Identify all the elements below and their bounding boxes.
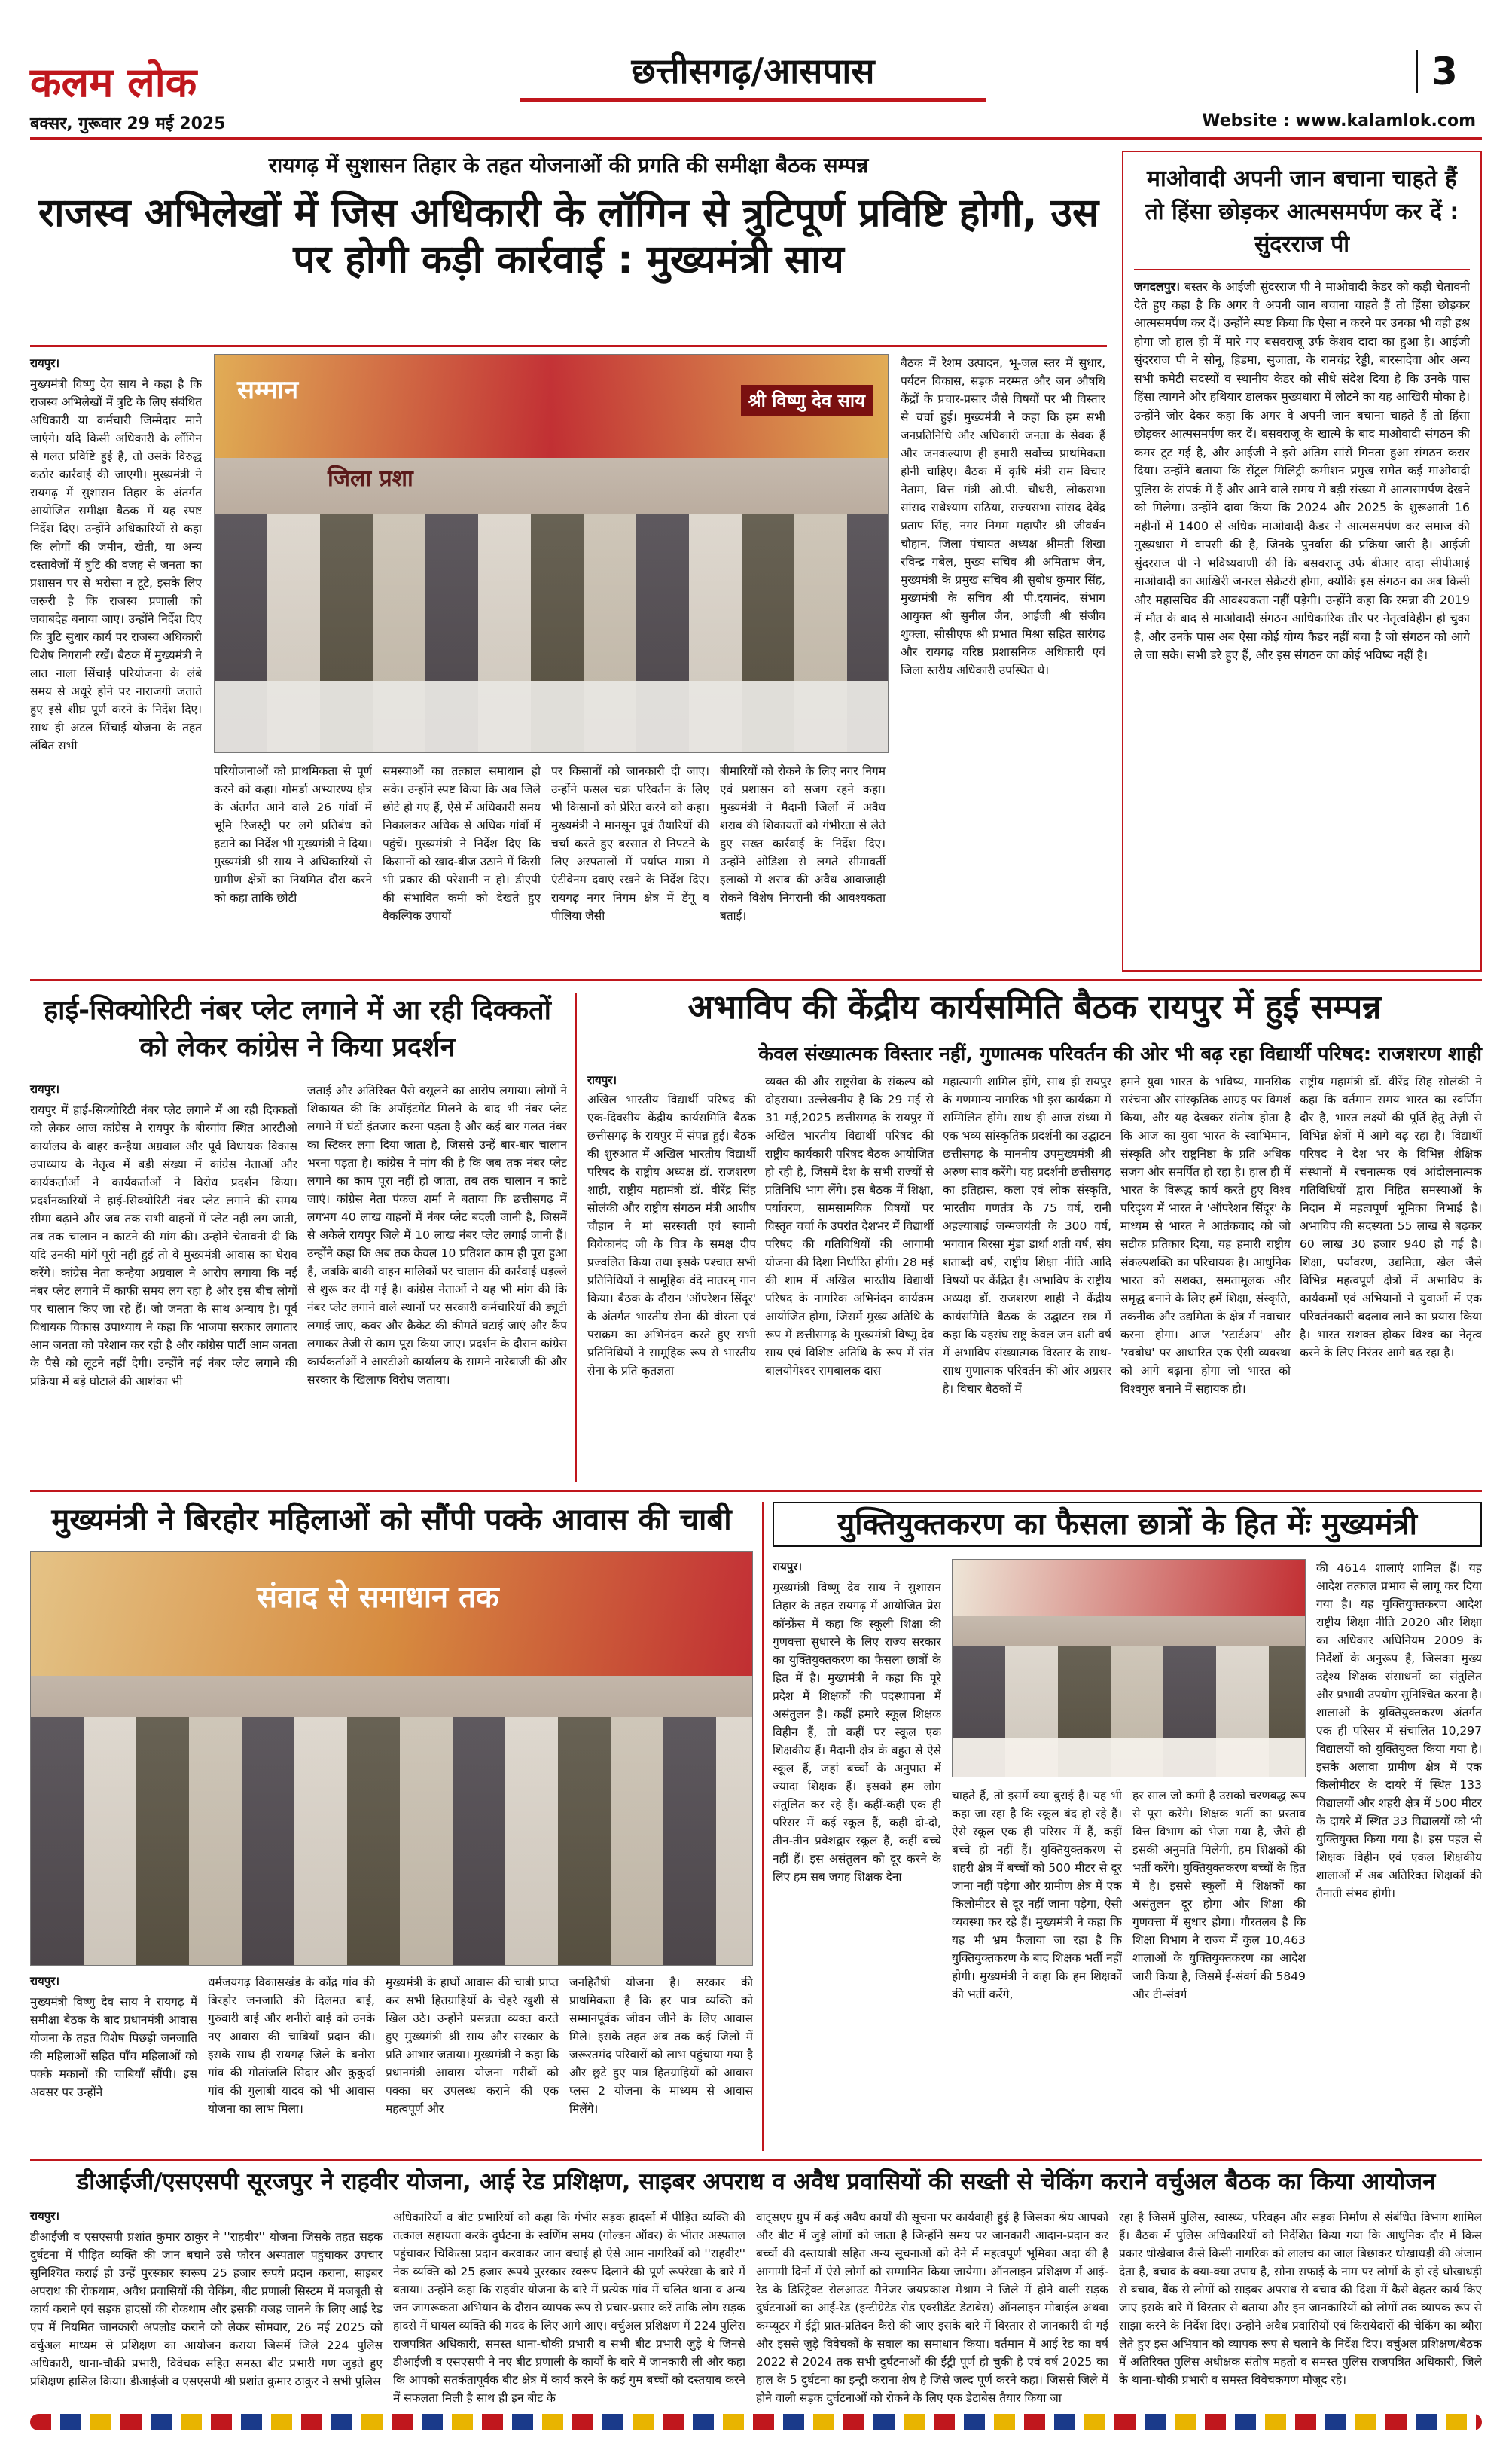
story4-photo — [30, 1551, 753, 1966]
story5-headline: युक्तियुक्तकरण का फैसला छात्रों के हित मेंः मुख्यमंत्री — [773, 1502, 1482, 1547]
story2-headline: हाई-सिक्योरिटी नंबर प्लेट लगाने में आ रही दिक्कतों को लेकर कांग्रेस ने किया प्रदर्शन — [44, 995, 551, 1063]
story1-headline: राजस्व अभिलेखों में जिस अधिकारी के लॉगिन से त्रुटिपूर्ण प्रविष्टि होगी, उस पर होगी कड़ी कार्रवाई : मुख्यमंत्री साय — [38, 191, 1099, 283]
sidebar-rule — [1134, 269, 1470, 270]
column-rule-2 — [575, 993, 577, 1482]
story5-dateline: रायपुर। — [773, 1560, 803, 1573]
story2-col2: जताई और अतिरिक्त पैसे वसूलने का आरोप लगाया। लोगों ने शिकायत की कि अपॉइंटमेंट मिलने के बाद भी नंबर प्लेट लगाने में घंटों इंतजार करना पड़ता है और कई बार गलत नंबर का स्टिकर लगा दिया जाता है, जिससे उन्हें बार-बार चालान भरना पड़ता है। कांग्रेस ने मांग की है कि जब तक नंबर प्लेट लगाने का काम पूरा नहीं हो जाता, तब तक चालान न काटे जाएं। कांग्रेस नेता पंकज शर्मा ने बताया कि छत्तीसगढ़ में लगभग 40 लाख वाहनों में नंबर प्लेट बदली जानी है, जिसमें से अकेले रायपुर जिले में 10 लाख नंबर प्लेट लगाई जानी हैं। उन्होंने कहा कि अब तक केवल 10 प्रतिशत काम ही पूरा हुआ है, जबकि बाकी वाहन मालिकों पर चालान की कार्रवाई धड़ल्ले से शुरू कर दी गई है। कांग्रेस नेताओं ने यह भी मांग की कि नंबर प्लेट लगाने वाले स्थानों पर सरकारी कर्मचारियों की ड्यूटी लगाई जाए, कवर और क्रैकेट की कीमतें घटाई जाएं और कैंप लगाकर तेजी से काम पूरा किया जाए। प्रदर्शन के दौरान कांग्रेस कार्यकर्ताओं ने आरटीओ कार्यालय के सामने नारेबाजी की और सरकार के खिलाफ विरोध जताया। — [307, 1084, 567, 1387]
sidebar-headline: माओवादी अपनी जान बचाना चाहते हैं तो हिंसा छोड़कर आत्मसमर्पण कर दें : सुंदरराज पी — [1145, 166, 1459, 258]
story6-col2: अधिकारियों व बीट प्रभारियों को कहा कि गंभीर सड़क हादसों में पीड़ित व्यक्ति की तत्काल सहायता करके दुर्घटना के स्वर्णिम समय (गोल्डन ऑवर) के भीतर अस्पताल पहुंचाकर चिकित्सा प्रदान करवाकर जान बचाई हो ऐसे आम नागरिकों को ''राहवीर'' नेक व्यक्ति को 25 हजार रूपये पुरस्कार स्वरूप दिलाने की पूर्ण रूपरेखा के बारे में बताया। उन्होंने कहा कि राहवीर योजना के बारे में प्रत्येक गांव में चलित थाना व अन्य जन जागरूकता अभियान के दौरान व्यापक रूप से प्रचार-प्रसार करें ताकि लोग सड़क हादसे में घायल व्यक्ति की मदद के लिए आगे आए। वर्चुअल प्रशिक्षण में 224 पुलिस राजपत्रित अधिकारी, समस्त थाना-चौकी प्रभारी व सभी बीट प्रभारी जुड़े थे जिनसे डीआईजी व एसएसपी ने नए बीट प्रणाली के कार्यों के बारे में जानकारी ली और कहा कि आपको सतर्कतापूर्वक बीट क्षेत्र में कार्य करने के कई गुम बच्चों को दस्तयाब करने में सफलता मिली है साथ ही इन बीट के — [393, 2211, 745, 2406]
section-underline — [520, 98, 986, 102]
story5-col3: हर साल जो कमी है उसको चरणबद्ध रूप से पूरा करेंगे। शिक्षक भर्ती का प्रस्ताव वित्त विभाग को भेजा गया है, जैसे ही इसकी अनुमति मिलेगी, हम शिक्षकों की भर्ती करेंगे। युक्तियुक्तकरण बच्चों के हित में है। इससे स्कूलों में शिक्षकों का असंतुलन दूर होगा और शिक्षा की गुणवत्ता में सुधार होगा। गौरतलब है कि शिक्षा विभाग ने राज्य में कुल 10,463 शालाओं के युक्तियुक्तकरण का आदेश जारी किया है, जिसमें ई-संवर्ग की 5849 और टी-संवर्ग — [1132, 1789, 1306, 2002]
story1-col5: बैठक में रेशम उत्पादन, भू-जल स्तर में सुधार, पर्यटन विकास, सड़क मरम्मत और जन औषधि केंद्रों के प्रचार-प्रसार जैसे विषयों पर भी विस्तार से चर्चा हुई। मुख्यमंत्री ने कहा कि हम सभी जनप्रतिनिधि और अधिकारी जनता के सेवक हैं और जनकल्याण ही हमारी सर्वोच्च प्राथमिकता होनी चाहिए। बैठक में कृषि मंत्री राम विचार नेताम, वित्त मंत्री ओ.पी. चौधरी, लोकसभा सांसद राधेश्याम राठिया, राज्यसभा सांसद देवेंद्र प्रताप सिंह, नगर निगम महापौर श्री जीवर्धन चौहान, जिला पंचायत अध्यक्ष श्रीमती शिखा रविन्द्र गबेल, मुख्य सचिव श्री अमिताभ जैन, मुख्यमंत्री के प्रमुख सचिव श्री सुबोध कुमार सिंह, मुख्यमंत्री के सचिव श्री पी.दयानंद, संभाग आयुक्त श्री सुनील जैन, आईजी श्री संजीव शुक्ला, सीसीएफ श्री प्रभात मिश्रा सहित सारंगढ़ और रायगढ़ वरिष्ठ प्रशासनिक अधिकारी एवं जिला स्तरीय अधिकारी उपस्थित थे। — [901, 356, 1105, 678]
story1-col6: बीमारियों को रोकने के लिए नगर निगम एवं प्रशासन को सजग रहने कहा। मुख्यमंत्री ने मैदानी जिलों में अवैध शराब की शिकायतों को गंभीरता से लेते हुए सख्त कार्रवाई के निर्देश दिए। उन्होंने ओडिशा से लगते सीमावर्ती इलाकों में शराब की अवैध आवाजाही रोकने विशेष निगरानी की आवश्यकता बताई। — [720, 764, 886, 923]
photo-people — [31, 1717, 752, 1965]
story6-dateline: रायपुर। — [30, 2209, 60, 2223]
section-rule-1 — [30, 979, 1482, 981]
story5-col4: की 4614 शालाएं शामिल हैं। यह आदेश तत्काल प्रभाव से लागू कर दिया गया है। यह युक्तियुक्तकरण आदेश राष्ट्रीय शिक्षा नीति 2020 और शिक्षा का अधिकार अधिनियम 2009 के निर्देशों के अनुरूप है, जिसका मुख्य उद्देश्य शिक्षक संसाधनों का संतुलित और प्रभावी उपयोग सुनिश्चित करना है। शालाओं के युक्तियुक्तकरण अंतर्गत एक ही परिसर में संचालित 10,297 विद्यालयों को युक्तियुक्त किया गया है। इसके अलावा ग्रामीण क्षेत्र में एक किलोमीटर के दायरे में स्थित 133 विद्यालयों और शहरी क्षेत्र में 500 मीटर के दायरे में स्थित 33 विद्यालयों को भी युक्तियुक्त किया गया है। इस पहल से शिक्षक विहीन एवं एकल शिक्षकीय शालाओं में अब अतिरिक्त शिक्षकों की तैनाती संभव होगी। — [1316, 1561, 1482, 1901]
section-rule-3 — [30, 2159, 1482, 2161]
photo-nameplate: श्री विष्णु देव साय — [741, 385, 873, 416]
story1-photo — [214, 354, 889, 753]
story5-col2: चाहते हैं, तो इसमें क्या बुराई है। यह भी कहा जा रहा है कि स्कूल बंद हो रहे हैं। ऐसे स्कूल एक ही परिसर में हैं, कहीं बच्चे हो नहीं हैं। युक्तियुक्तकरण से शहरी क्षेत्र में बच्चों को 500 मीटर से दूर जाना नहीं पड़ेगा और ग्रामीण क्षेत्र में एक किलोमीटर से दूर नहीं जाना पड़ेगा, ऐसी व्यवस्था कर रहे हैं। मुख्यमंत्री ने कहा कि यह भी भ्रम फैलाया जा रहा है कि युक्तियुक्तकरण के बाद शिक्षक भर्ती नहीं होगी। मुख्यमंत्री ने कहा कि हम शिक्षकों की भर्ती करेंगे, — [952, 1789, 1122, 2002]
story3-col2: व्यक्त की और राष्ट्रसेवा के संकल्प को दोहराया। उल्लेखनीय है कि 29 मई से 31 मई,2025 छत्तीसगढ़ के रायपुर में अखिल भारतीय विद्यार्थी परिषद की राष्ट्रीय कार्यकारी परिषद बैठक आयोजित हो रही है, जिसमें देश के सभी राज्यों से प्रतिनिधि भाग लेंगे। इस बैठक में शिक्षा, पर्यावरण, सामसामयिक विषयों पर विस्तृत चर्चा के उपरांत देशभर में विद्यार्थी परिषद की गतिविधियों की आगामी योजना की दिशा निर्धारित होगी। 28 मई की शाम में अखिल भारतीय विद्यार्थी परिषद के नागरिक अभिनंदन कार्यक्रम आयोजित होगा, जिसमें मुख्य अतिथि के रूप में छत्तीसगढ़ के मुख्यमंत्री विष्णु देव साय एवं विशिष्ट अतिथि के रूप में संत बालयोगेश्वर रामबालक दास — [765, 1075, 934, 1378]
photo-sign-text: जिला प्रशा — [328, 465, 413, 492]
story6-headline: डीआईजी/एसएसपी सूरजपुर ने राहवीर योजना, आई रेड प्रशिक्षण, साइबर अपराध व अवैध प्रवासियों की सख्ती से चेकिंग कराने वर्चुअल बैठक का किया आयोजन — [76, 2168, 1436, 2195]
story3-col5: राष्ट्रीय महामंत्री डॉ. वीरेंद्र सिंह सोलंकी ने कहा कि वर्तमान समय भारत का स्वर्णिम दौर है, भारत लक्ष्यों की पूर्ति हेतु तेज़ी से विभिन्न क्षेत्रों में आगे बढ़ रहा है। विद्यार्थी परिषद ने देश भर के विभिन्न शैक्षिक संस्थानों में रचनात्मक एवं आंदोलनात्मक गतिविधियों द्वारा निहित समस्याओं के निदान में महत्वपूर्ण भूमिका निभाई है। अभाविप की सदस्यता 55 लाख से बढ़कर 60 लाख 30 हजार 940 हो गई है। शिक्षा, पर्यावरण, उद्यमिता, खेल जैसे विभिन्न महत्वपूर्ण क्षेत्रों में अभाविप के कार्यकर्मों एवं अभियानों ने युवाओं में एक परिवर्तनकारी बदलाव लाने का प्रयास किया है। भारत सशक्त होकर विश्व का नेतृत्व करने के लिए निरंतर आगे बढ़ रहा है। — [1300, 1075, 1482, 1360]
photo-table — [953, 1738, 1305, 1777]
story6-col4: रहा है जिसमें पुलिस, स्वास्थ्य, परिवहन और सड़क निर्माण से संबंधित विभाग शामिल हैं। बैठक में पुलिस अधिकारियों को निर्देशित किया गया कि आधुनिक दौर में किस प्रकार धोखेबाज कैसे किसी नागरिक को लालच का जाल बिछाकर धोखाधड़ी की अंजाम देता है, बचाव के क्या-क्या उपाय है, सोना सफाई के नाम पर लोगों के हो रहे धोखाधड़ी से बचाव, बैंक से लोगों को साइबर अपराध से बचाव की दिशा में कैसे बेहतर कार्य किए जाए इसके बारे में विस्तार से बताया और इन जानकारियों को लोगों तक व्यापक रूप से साझा करने के निर्देश दिए। उन्होंने अवैध प्रवासियों एवं किरायेदारों की चेकिंग का ब्यौरा लेते हुए इस अभियान को व्यापक रूप से चलाने के निर्देश दिए। वर्चुअल प्रशिक्षण/बैठक में अतिरिक्त पुलिस अधीक्षक संतोष महतो व समस्त पुलिस राजपत्रित अधिकारी, जिले के थाना-चौकी प्रभारी व समस्त विवेचकगण मौजूद रहे। — [1119, 2211, 1482, 2388]
story3-col4: हमने युवा भारत के भविष्य, मानसिक सरंचना और सांस्कृतिक आग्रह पर विमर्श किया, और यह देखकर संतोष होता है कि आज का युवा भारत के स्वाभिमान, संस्कृति और राष्ट्रनिष्ठा के प्रति अधिक सजग और समर्पित हो रहा है। हाल ही में भारत के विरूद्ध कार्य करते हुए विश्व परिदृश्य में भारत ने 'ऑपरेशन सिंदूर' के माध्यम से भारत ने आतंकवाद को जो सटीक प्रतिकार दिया, यह हमारी राष्ट्रीय संकल्पशक्ति का परिचायक है। आधुनिक भारत को सशक्त, समतामूलक और समृद्ध बनाने के लिए हमें शिक्षा, संस्कृति, तकनीक और उद्यमिता के क्षेत्र में नवाचार करना होगा। आज 'स्टार्टअप' और 'स्वबोध' पर आधारित एक ऐसी व्यवस्था को आगे बढ़ाना होगा जो भारत को विश्वगुरु बनाने में सहायक हो। — [1120, 1075, 1291, 1396]
section-rule-2 — [30, 1490, 1482, 1492]
story5-col1: मुख्यमंत्री विष्णु देव साय ने सुशासन तिहार के तहत रायगढ़ में आयोजित प्रेस कॉन्फ्रेंस में कहा कि स्कूली शिक्षा की गुणवत्ता सुधारने के लिए राज्य सरकार का युक्तियुक्तकरण का फैसला छात्रों के हित में है। मुख्यमंत्री ने कहा कि पूरे प्रदेश में शिक्षकों की पदस्थापना में असंतुलन है। कहीं हमारे स्कूल शिक्षक विहीन हैं, तो कहीं पर स्कूल एक शिक्षकीय हैं। मैदानी क्षेत्र के बहुत से ऐसे स्कूल हैं, जहां बच्चों के अनुपात में ज्यादा शिक्षक हैं। इसको हम लोग संतुलित कर रहे हैं। कहीं-कहीं एक ही परिसर में कई स्कूल हैं, कहीं दो-दो, तीन-तीन प्रवेशद्वार स्कूल हैं, कहीं बच्चे नहीं हैं। इस असंतुलन को दूर करने के लिए हम सब जगह शिक्षक देना — [773, 1581, 941, 1884]
story2-col1: रायपुर में हाई-सिक्योरिटी नंबर प्लेट लगाने में आ रही दिक्कतों को लेकर आज कांग्रेस ने रायपुर के बीरगांव स्थित आरटीओ कार्यालय के बाहर कन्हैया अग्रवाल और पूर्व विधायक विकास उपाध्याय के नेतृत्व में बड़ी संख्या में कांग्रेस नेताओं और कार्यकर्ताओं ने कार्यकर्ताओं ने विरोध प्रदर्शन किया। प्रदर्शनकारियों ने हाई-सिक्योरिटी नंबर प्लेट लगाने की समय सीमा बढ़ाने और जब तक सभी वाहनों में प्लेट नहीं लग जाती, तब तक चालान न काटने की मांग की। उन्होंने चेतावनी दी कि यदि उनकी मांगें पूरी नहीं हुई तो वे मुख्यमंत्री आवास का घेराव करेंगे। कांग्रेस नेता कन्हैया अग्रवाल ने आरोप लगाया कि नई नंबर प्लेट लगाने में काफी समय लग रहा है और इस बीच लोगों पर चालान किए जा रहे हैं। जो जनता के साथ अन्याय है। पूर्व विधायक विकास उपाध्याय ने कहा कि भाजपा सरकार लगातार आम जनता को परेशान कर रही है और कांग्रेस पार्टी आम जनता के पैसे को लूटने नहीं देगी। उन्होंने नई नंबर प्लेट लगाने की प्रक्रिया में बड़े घोटाले की आशंका भी — [30, 1103, 297, 1389]
story3-headline: अभाविप की केंद्रीय कार्यसमिति बैठक रायपुर में हुई सम्पन्न — [687, 988, 1382, 1027]
story1-dateline: रायपुर। — [30, 356, 60, 370]
story3-dateline: रायपुर। — [587, 1073, 617, 1087]
masthead-rule — [30, 137, 1482, 140]
story1-col2: परियोजनाओं को प्राथमिकता से पूर्ण करने को कहा। गोमर्डा अभ्यारण्य क्षेत्र के अंतर्गत आने वाले 26 गांवों में भूमि रिजस्ट्री पर लगे प्रतिबंध को हटाने का निर्देश भी मुख्यमंत्री ने दिया। मुख्यमंत्री श्री साय ने अधिकारियों से ग्रामीण क्षेत्रों का नियमित दौरा करने को कहा ताकि छोटी — [214, 764, 372, 905]
footer-decoration — [30, 2414, 1482, 2430]
section-title-text: छत्तीसगढ़/आसपास — [631, 50, 875, 91]
story2-dateline: रायपुर। — [30, 1082, 60, 1096]
sidebar-text: बस्तर के आईजी सुंदरराज पी ने माओवादी कैडर को कड़ी चेतावनी देते हुए कहा है कि अगर वे अपनी जान बचाना चाहते हैं तो हिंसा छोड़कर आत्मसमर्पण कर दें। उन्होंने स्पष्ट किया कि ऐसा न करने पर उनका भी वही हश्र होगा जो हाल ही में मारे गए बसवराजू उर्फ केशव दादा का हुआ है। आईजी सुंदरराज पी ने सोनू, हिडमा, सुजाता, के रामचंद्र रेड्डी, बारसादेवा और अन्य सभी कमेटी सदस्यों व स्थानीय कैडर को सीधे संदेश दिया है कि उनके पास हिंसा त्यागने और हथियार डालकर मुख्यधारा में लौटने का यह आखिरी मौका है। उन्होंने जोर देकर कहा कि अगर वे अपनी जान बचाना चाहते हैं तो हिंसा छोड़कर आत्मसमर्पण कर दें। बसवराजू के खात्मे के बाद माओवादी संगठन की कमर टूट गई है, और आईजी ने इसे अंतिम सांसें गिनता हुआ संगठन करार दिया। उन्होंने बताया कि सेंट्रल मिलिट्री कमीशन प्रमुख समेत कई माओवादी पुलिस के संपर्क में हैं और आने वाले समय में बड़ी संख्या में आत्मसमर्पण देखने को मिलेगा। उन्होंने दावा किया कि 2024 और 2025 के शुरूआती 16 महीनों में 1400 से अधिक माओवादी कैडर ने आत्मसमर्पण कर समाज की मुख्यधारा में वापसी की है, जिनके पुनर्वास की प्रक्रिया जारी है। आईजी सुंदरराज पी ने भविष्यवाणी की कि बसवराजू उर्फ बीआर दादा सीपीआई माओवादी का आखिरी जनरल सेक्रेटरी होगा, क्योंकि इस संगठन का अब किसी और महासचिव की आवश्यकता नहीं पड़ेगी। उन्होंने कहा कि रमन्ना की 2019 में मौत के बाद से माओवादी संगठन आधिकारिक तौर पर नेतृत्वविहीन हो चुका है, और उनके पास अब ऐसा कोई योग्य कैडर नहीं बचा है जो संगठन को आगे ले जा सके। सभी डरे हुए हैं, और इस संगठन का कोई भविष्य नहीं है। — [1134, 279, 1470, 663]
issue-date: बक्सर, गुरूवार 29 मई 2025 — [30, 114, 226, 133]
photo-banner — [953, 1560, 1305, 1616]
story3-col1: अखिल भारतीय विद्यार्थी परिषद की एक-दिवसीय केंद्रीय कार्यसमिति बैठक छत्तीसगढ़ के रायपुर में संपन्न हुई। बैठक की शुरुआत में अखिल भारतीय विद्यार्थी परिषद के राष्ट्रीय अध्यक्ष डॉ. राजशरण शाही, राष्ट्रीय महामंत्री डॉ. वीरेंद्र सिंह सोलंकी और राष्ट्रीय संगठन मंत्री आशीष चौहान ने मां सरस्वती एवं स्वामी विवेकानंद जी के चित्र के समक्ष दीप प्रज्वलित किया तथा इसके पश्चात सभी प्रतिनिधियों ने सामूहिक वंदे मातरम् गान किया। बैठक के दौरान 'ऑपरेशन सिंदूर' के अंतर्गत भारतीय सेना की वीरता एवं पराक्रम का अभिनंदन करते हुए सभी प्रतिनिधियों ने सामूहिक रूप से भारतीय सेना के प्रति कृतज्ञता — [587, 1093, 756, 1378]
photo-table — [215, 681, 888, 752]
sidebar-dateline: जगदलपुर। — [1134, 279, 1181, 294]
story3-subheadline: केवल संख्यात्मक विस्तार नहीं, गुणात्मक परिवर्तन की ओर भी बढ़ रहा विद्यार्थी परिषद: राजशरण शाही — [758, 1043, 1482, 1066]
website-link[interactable]: Website : www.kalamlok.com — [1202, 111, 1476, 130]
sidebar-body — [1134, 278, 1470, 896]
story4-col2: धर्मजयगढ़ विकासखंड के कोंद्र गांव की बिरहोर जनजाति की दिलमत बाई, गुरुवारी बाई और शनीरो बाई को उनके नए आवास की चाबियाँ प्रदान की। इसके साथ ही रायगढ़ जिले के बनोरा गांव की गोतांजलि सिदार और कुकुर्दा गांव की गुलाबी यादव को भी आवास योजना का लाभ मिला। — [208, 1976, 375, 2116]
photo-banner-text: संवाद से समाधान तक — [257, 1580, 499, 1615]
story6-col3: वाट्सएप ग्रुप में कई अवैध कार्यों की सूचना पर कार्यवाही हुई है जिसका श्रेय आपको और बीट में जुड़े लोगों को जाता है जिन्होंने समय पर जानकारी आदान-प्रदान कर बच्चों की दस्तयाबी सहित अन्य सूचनाओं को देने में महत्वपूर्ण भूमिका अदा की है आगामी दिनों में ऐसे लोगों को सम्मानित किया जायेगा। ऑनलाइन प्रशिक्षण में आई-रेड के डिस्ट्रिक्ट रोलआउट मैनेजर जयप्रकाश मेश्राम ने जिले में होने वाली सड़क दुर्घटनाओं का आई-रेड (इन्टीग्रेटेड रोड एक्सीडेंट डेटाबेस) ऑनलाइन मोबाईल अथवा कम्प्यूटर में ईंट्री प्रात-प्रतिदन कैसे की जाए इसके बारे में विस्तार से जानकारी दी गई और इससे जुड़े विवेचकों के सवाल का समाधान किया। वर्तमान में आई रेड का वर्ष 2022 से 2024 तक सभी दुर्घटनाओं की ईंट्री पूर्ण हो चुकी है एवं वर्ष 2025 का हाल के 5 दुर्घटना का इन्ट्री कराना शेष है जिसे जल्द पूर्ण करने कहा। जिससे जिले में होने वाली सड़क दुर्घटनाओं को रोकने के लिए एक डेटाबेस तैयार किया जा — [756, 2211, 1108, 2406]
story3-col3: महात्यागी शामिल होंगे, साथ ही रायपुर के गणमान्य नागरिक भी इस कार्यक्रम में सम्मिलित होंगे। साथ ही आज संध्या में एक भव्य सांस्कृतिक प्रदर्शनी का उद्घाटन छत्तीसगढ़ के माननीय उपमुख्यमंत्री श्री अरुण साव करेंगे। यह प्रदर्शनी छत्तीसगढ़ का इतिहास, कला एवं लोक संस्कृति, भारतीय गणतंत्र के 75 वर्ष, रानी अहल्याबाई जन्मजयंती के 300 वर्ष, भगवान बिरसा मुंडा डार्धा शती वर्ष, संघ शताब्दी वर्ष, राष्ट्रीय शिक्षा नीति आदि विषयों पर केंद्रित है। अभाविप के राष्ट्रीय अध्यक्ष डॉ. राजशरण शाही ने केंद्रीय कार्यसमिति बैठक के उद्घाटन सत्र में कहा कि यहसंघ राष्ट्र केवल जन शती वर्ष में अभाविप संख्यात्मक विस्तार के साथ-साथ गुणात्मक परिवर्तन की ओर अग्रसर है। विचार बैठकों में — [943, 1075, 1111, 1396]
newspaper-logo: कलम लोक — [30, 58, 197, 106]
photo-banner-text: सम्मान — [237, 375, 299, 405]
story6-col1: डीआईजी व एसएसपी प्रशांत कुमार ठाकुर ने ''राहवीर'' योजना जिसके तहत सड़क दुर्घटना में पीड़ित व्यक्ति की जान बचाने उसे फौरन अस्पताल पहुंचाकर उपचार सुनिश्चित कराई हो उन्हें पुरस्कार स्वरूप 25 हजार रूपये प्रदान कराना, साइबर अपराध की रोकथाम, अवैध प्रवासियों की चेकिंग, बीट प्रणाली सिस्टम में मजबूती से कार्य कराने एवं सड़क हादसों की रोकथाम और इसकी वजह जानने के लिए आई रेड एप में नियमित जानकारी अपलोड कराने को लेकर सोमवार, 26 मई 2025 को वर्चुअल माध्यम से प्रशिक्षण का आयोजन कराया जिसमें जिले 224 पुलिस अधिकारी, थाना-चौकी प्रभारी, विवेचक सहित समस्त बीट प्रभारी गण जुड़ते हुए प्रशिक्षण हासिल किया। डीआईजी व एसएसपी श्री प्रशांत कुमार ठाकुर ने सभी पुलिस — [30, 2230, 383, 2389]
story4-headline: मुख्यमंत्री ने बिरहोर महिलाओं को सौंपी पक्के आवास की चाबी — [51, 1503, 732, 1537]
story4-col4: जनहितैषी योजना है। सरकार की प्राथमिकता है कि हर पात्र व्यक्ति को सम्मानपूर्वक जीवन जीने के लिए आवास मिले। इसके तहत अब तक कई जिलों में जरूरतमंद परिवारों को लाभ पहुंचाया गया है और छूटे हुए पात्र हितग्राहियों को आवास प्लस 2 योजना के माध्यम से आवास मिलेंगे। — [569, 1976, 753, 2116]
column-rule-3 — [762, 1502, 764, 2151]
section-title — [520, 47, 986, 102]
story1-rule — [30, 345, 1107, 347]
sidebar-box — [1122, 151, 1482, 972]
story5-photo — [952, 1559, 1306, 1777]
story1-col4: पर किसानों को जानकारी दी जाए। उन्होंने फसल चक्र परिवर्तन के लिए भी किसानों को प्रेरित करने को कहा। मुख्यमंत्री ने मानसून पूर्व तैयारियों की चर्चा करते हुए बरसात से निपटने के लिए अस्पतालों में पर्याप्त मात्रा में एंटीवेनम दवाएं रखने के निर्देश दिए। रायगढ़ नगर निगम क्षेत्र में डेंगू व पीलिया जैसी — [551, 764, 709, 923]
story1-col3: समस्याओं का तत्काल समाधान हो सके। उन्होंने स्पष्ट किया कि अब जिले छोटे हो गए हैं, ऐसे में अधिकारी समय निकालकर अधिक से अधिक गांवों में पहुंचें। मुख्यमंत्री ने निर्देश दिए कि किसानों को खाद-बीज उठाने में किसी भी प्रकार की परेशानी न हो। डीएपी की संभावित कमी को देखते हुए वैकल्पिक उपायों — [383, 764, 541, 923]
story1-kicker: रायगढ़ में सुशासन तिहार के तहत योजनाओं की प्रगति की समीक्षा बैठक सम्पन्न — [268, 153, 869, 178]
story1-col1: मुख्यमंत्री विष्णु देव साय ने कहा है कि राजस्व अभिलेखों में त्रुटि के लिए संबंधित अधिकारी या कर्मचारी जिम्मेदार माने जाएंगे। यदि किसी अधिकारी के लॉगिन से गलत प्रविष्टि हुई है, तो उसके विरुद्ध कठोर कार्रवाई की जाएगी। मुख्यमंत्री ने रायगढ़ में सुशासन तिहार के अंतर्गत आयोजित समीक्षा बैठक में यह स्पष्ट निर्देश दिए। उन्होंने अधिकारियों से कहा कि लोगों की जमीन, खेती, या अन्य दस्तावेजों में त्रुटि की वजह से जनता का प्रशासन पर से भरोसा न टूटे, इसके लिए जरूरी है कि राजस्व प्रणाली को जवाबदेह बनाया जाए। उन्होंने निर्देश दिए कि त्रुटि सुधार कार्य पर राजस्व अधिकारी विशेष निगरानी रखें। बैठक में मुख्यमंत्री ने लात नाला सिंचाई परियोजना के लंबे समय से अधूरे होने पर नाराजगी जताते हुए इसे शीघ्र पूर्ण करने के निर्देश दिए। साथ ही अटल सिंचाई योजना के तहत लंबित सभी — [30, 377, 202, 753]
story4-col1: मुख्यमंत्री विष्णु देव साय ने रायगढ़ में समीक्षा बैठक के बाद प्रधानमंत्री आवास योजना के तहत विशेष पिछड़ी जनजाति की महिलाओं सहित पाँच महिलाओं को पक्के मकानों की चाबियाँ सौंपी। इस अवसर पर उन्होंने — [30, 1995, 197, 2100]
story4-dateline: रायपुर। — [30, 1974, 60, 1988]
page-number: 3 — [1416, 50, 1458, 93]
story4-col3: मुख्यमंत्री के हाथों आवास की चाबी प्राप्त कर सभी हितग्राहियों के चेहरे खुशी से खिल उठे। उन्होंने प्रसन्नता व्यक्त करते हुए मुख्यमंत्री श्री साय और सरकार के प्रति आभार जताया। मुख्यमंत्री ने कहा कि प्रधानमंत्री आवास योजना गरीबों को पक्का घर उपलब्ध कराने की एक महत्वपूर्ण और — [386, 1976, 559, 2116]
